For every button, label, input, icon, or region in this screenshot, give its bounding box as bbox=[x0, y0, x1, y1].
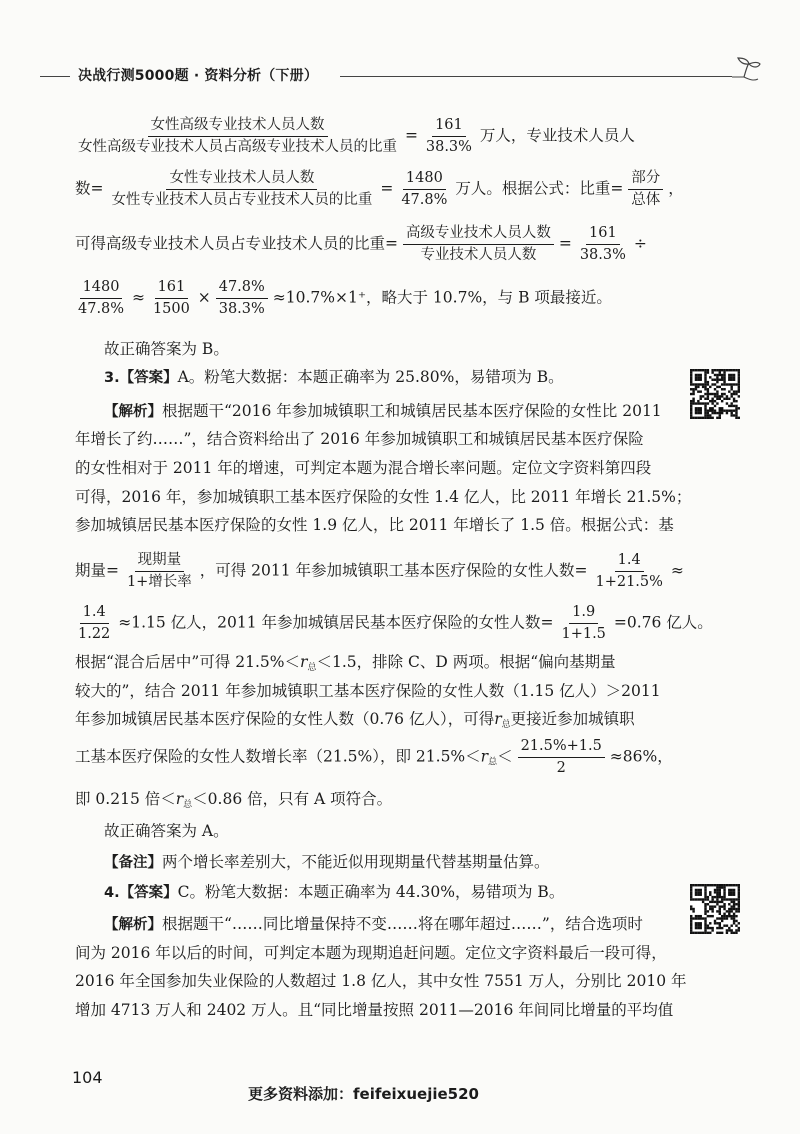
answer-conclusion: 故正确答案为 B。 bbox=[104, 340, 229, 358]
text-run: C。粉笔大数据：本题正确率为 44.30%，易错项为 B。 bbox=[177, 883, 565, 901]
text-run: 根据题干“2016 年参加城镇职工和城镇居民基本医疗保险的女性比 2011 bbox=[162, 402, 662, 420]
text-line bbox=[75, 737, 673, 778]
answer-label: 4.【答案】 bbox=[104, 885, 178, 901]
sprout-icon bbox=[730, 56, 762, 86]
variable-subscript: 总 bbox=[488, 757, 498, 768]
variable-r: r bbox=[494, 710, 502, 728]
text-run: =0.76 亿人。 bbox=[613, 613, 713, 632]
fraction-denominator: 女性专业技术人员占专业技术人员的比重 bbox=[111, 192, 373, 208]
text-run: 年参加城镇居民基本医疗保险的女性人数（0.76 亿人），可得 bbox=[75, 710, 495, 728]
text-run: 期量= bbox=[75, 561, 119, 580]
text-run: ＜ bbox=[497, 747, 513, 766]
variable-r: r bbox=[480, 747, 489, 766]
fraction bbox=[423, 116, 475, 157]
text-line bbox=[75, 224, 647, 265]
fraction bbox=[398, 169, 450, 210]
text-line bbox=[75, 278, 612, 319]
equals-sign: = bbox=[558, 234, 572, 253]
qr-code-icon[interactable] bbox=[690, 369, 740, 419]
text-line: 可得，2016 年，参加城镇职工基本医疗保险的女性 1.4 亿人，比 2011 年增长 21.5%； bbox=[75, 488, 692, 506]
fraction-denominator: 47.8% bbox=[78, 301, 125, 317]
fraction-numerator: 161 bbox=[432, 116, 466, 137]
fraction-denominator: 1+1.5 bbox=[561, 626, 606, 642]
fraction bbox=[75, 116, 400, 157]
fraction-denominator: 专业技术人员人数 bbox=[420, 247, 537, 263]
fraction-numerator: 部分 bbox=[628, 169, 663, 190]
fraction-denominator: 38.3% bbox=[218, 301, 265, 317]
text-line: 的女性相对于 2011 年的增速，可判定本题为混合增长率问题。定位文字资料第四段 bbox=[75, 459, 652, 477]
fraction-denominator: 1500 bbox=[152, 301, 190, 317]
equals-sign: = bbox=[380, 179, 394, 198]
text-run: ≈1.15 亿人，2011 年参加城镇居民基本医疗保险的女性人数= bbox=[118, 613, 554, 632]
fraction-numerator: 现期量 bbox=[135, 551, 185, 572]
fraction bbox=[592, 551, 665, 592]
text-line: 年增长了约……”，结合资料给出了 2016 年参加城镇职工和城镇居民基本医疗保险 bbox=[75, 430, 644, 448]
fraction-denominator: 女性高级专业技术人员占高级专业技术人员的比重 bbox=[78, 139, 397, 155]
text-run: ≈86%， bbox=[609, 747, 673, 766]
qr-code-icon[interactable] bbox=[690, 884, 740, 934]
text-line bbox=[75, 708, 635, 736]
fraction-numerator: 1.4 bbox=[615, 551, 644, 572]
text-run: ， bbox=[668, 179, 684, 198]
approx-sign: ≈ bbox=[132, 288, 146, 307]
text-line: 2016 年全国参加失业保险的人数超过 1.8 亿人，其中女性 7551 万人，分别比 2010 年 bbox=[75, 972, 687, 990]
fraction bbox=[150, 278, 193, 319]
header-rule-right bbox=[340, 76, 732, 77]
text-line bbox=[75, 651, 616, 679]
note-label: 【备注】 bbox=[104, 855, 162, 871]
fraction bbox=[75, 278, 127, 319]
variable-subscript: 总 bbox=[307, 663, 317, 673]
text-run: 万人。根据公式：比重= bbox=[455, 179, 624, 198]
fraction-denominator: 38.3% bbox=[579, 247, 626, 263]
divide-sign: ÷ bbox=[633, 234, 647, 253]
text-run: 可得高级专业技术人员占专业技术人员的比重= bbox=[75, 234, 398, 253]
running-header bbox=[40, 64, 760, 88]
text-line bbox=[75, 116, 635, 157]
text-line bbox=[75, 169, 684, 210]
fraction bbox=[124, 551, 195, 592]
question-4-answer bbox=[104, 881, 564, 904]
question-3-answer bbox=[104, 366, 564, 389]
text-line bbox=[104, 400, 662, 423]
fraction-denominator: 1+增长率 bbox=[126, 574, 192, 590]
answer-label: 3.【答案】 bbox=[104, 370, 178, 386]
text-run: 根据题干“……同比增量保持不变……将在哪年超过……”，结合选项时 bbox=[162, 915, 643, 933]
text-run: 数= bbox=[75, 179, 104, 198]
text-run: 两个增长率差别大，不能近似用现期量代替基期量估算。 bbox=[162, 853, 550, 871]
fraction-numerator: 1480 bbox=[80, 278, 123, 299]
text-run: 更接近参加城镇职 bbox=[510, 710, 635, 728]
fraction bbox=[577, 224, 629, 265]
note bbox=[104, 851, 550, 874]
text-run: 万人，专业技术人员人 bbox=[479, 126, 635, 145]
analysis-label: 【解析】 bbox=[104, 404, 162, 420]
text-run: 工基本医疗保险的女性人数增长率（21.5%），即 21.5%＜ bbox=[75, 747, 481, 766]
text-run: 根据“混合后居中”可得 21.5%＜ bbox=[75, 653, 301, 671]
times-sign: × bbox=[197, 288, 211, 307]
text-line: 参加城镇居民基本医疗保险的女性 1.9 亿人，比 2011 年增长了 1.5 倍。根据公式：基 bbox=[75, 516, 674, 534]
analysis-label: 【解析】 bbox=[104, 917, 162, 933]
header-title: 决战行测5000题 · 资料分析（下册） bbox=[78, 68, 319, 84]
variable-r: r bbox=[175, 790, 184, 808]
text-run: 即 0.215 倍＜ bbox=[75, 790, 176, 808]
promo-text: 更多资料添加：feifeixuejie520 bbox=[248, 1085, 479, 1103]
text-line bbox=[104, 913, 643, 936]
fraction-numerator: 47.8% bbox=[216, 278, 268, 299]
fraction bbox=[108, 169, 375, 210]
text-line: 较大的”，结合 2011 年参加城镇职工基本医疗保险的女性人数（1.15 亿人）＞2011 bbox=[75, 682, 661, 700]
fraction-denominator: 2 bbox=[556, 760, 566, 776]
fraction-denominator: 47.8% bbox=[401, 192, 448, 208]
page-number: 104 bbox=[72, 1068, 103, 1087]
text-run: ≈10.7%×1⁺，略大于 10.7%，与 B 项最接近。 bbox=[272, 288, 612, 307]
fraction bbox=[628, 169, 663, 210]
text-line bbox=[75, 551, 684, 592]
text-line: 间为 2016 年以后的时间，可判定本题为现期追赶问题。定位文字资料最后一段可得， bbox=[75, 944, 667, 962]
fraction-numerator: 女性高级专业技术人员人数 bbox=[148, 116, 328, 137]
variable-subscript: 总 bbox=[183, 800, 193, 810]
text-run: ＜0.86 倍，只有 A 项符合。 bbox=[192, 790, 393, 808]
approx-sign: ≈ bbox=[670, 561, 684, 580]
fraction-numerator: 1.4 bbox=[80, 603, 109, 624]
fraction-numerator: 1.9 bbox=[569, 603, 598, 624]
fraction-denominator: 总体 bbox=[631, 192, 661, 208]
equals-sign: = bbox=[404, 126, 418, 145]
fraction bbox=[75, 603, 113, 644]
fraction-numerator: 161 bbox=[155, 278, 189, 299]
fraction-denominator: 1.22 bbox=[78, 626, 111, 642]
answer-conclusion: 故正确答案为 A。 bbox=[104, 822, 229, 840]
fraction-numerator: 女性专业技术人员人数 bbox=[166, 169, 317, 190]
text-run: A。粉笔大数据：本题正确率为 25.80%，易错项为 B。 bbox=[177, 368, 564, 386]
fraction-numerator: 高级专业技术人员人数 bbox=[403, 224, 554, 245]
text-run: ＜1.5，排除 C、D 两项。根据“偏向基期量 bbox=[316, 653, 616, 671]
text-line: 增加 4713 万人和 2402 万人。且“同比增量按照 2011—2016 年间同比增量的平均值 bbox=[75, 1001, 674, 1019]
fraction bbox=[216, 278, 268, 319]
text-run: ，可得 2011 年参加城镇职工基本医疗保险的女性人数= bbox=[199, 561, 588, 580]
fraction bbox=[518, 737, 605, 778]
fraction-denominator: 1+21.5% bbox=[595, 574, 663, 590]
text-line bbox=[75, 788, 392, 816]
fraction-numerator: 21.5%+1.5 bbox=[518, 737, 605, 758]
fraction-numerator: 1480 bbox=[403, 169, 446, 190]
fraction bbox=[403, 224, 554, 265]
fraction bbox=[558, 603, 608, 644]
variable-subscript: 总 bbox=[501, 720, 511, 730]
text-line bbox=[75, 603, 713, 644]
fraction-numerator: 161 bbox=[586, 224, 620, 245]
fraction-denominator: 38.3% bbox=[425, 139, 472, 155]
header-rule-left bbox=[40, 76, 70, 77]
variable-r: r bbox=[300, 653, 308, 671]
